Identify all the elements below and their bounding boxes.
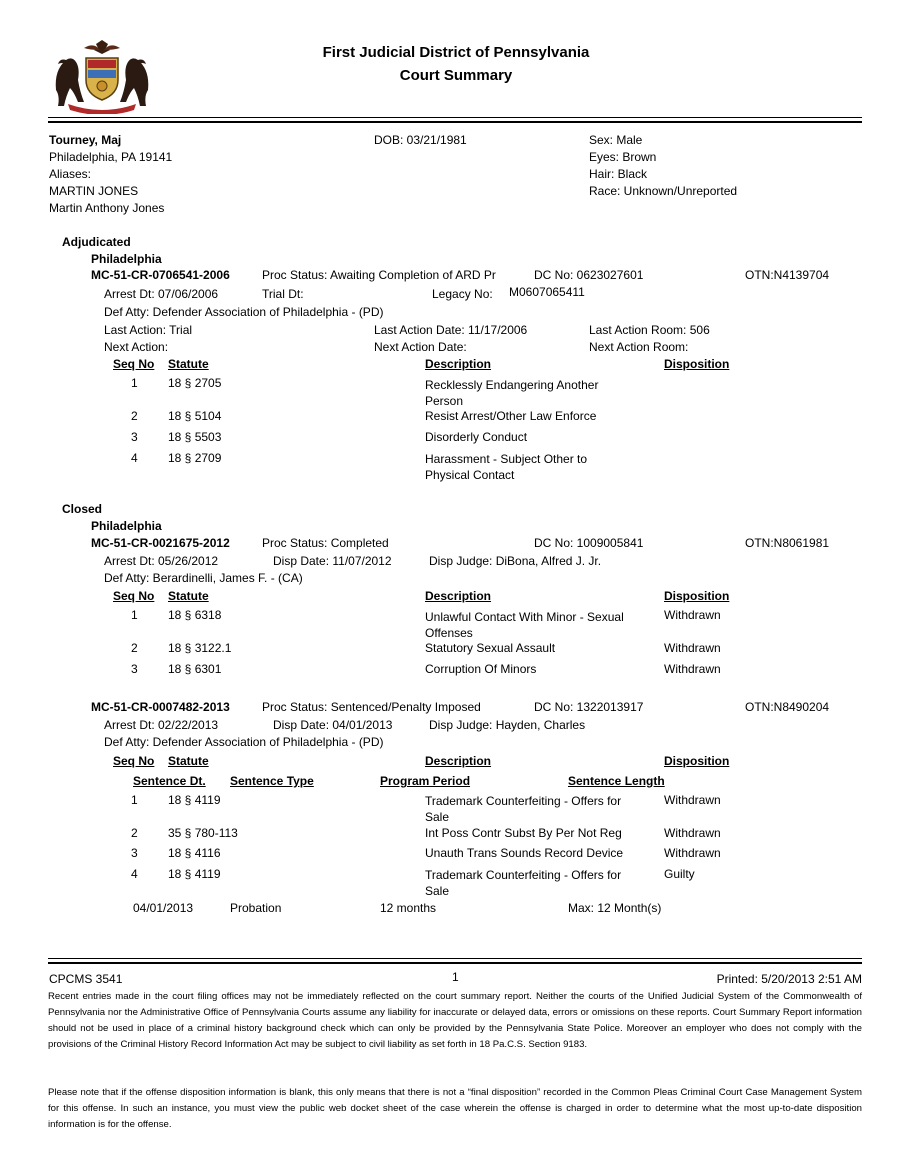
dc-number: DC No: 1322013917 xyxy=(534,700,644,714)
county-closed: Philadelphia xyxy=(91,519,162,533)
county-adjudicated: Philadelphia xyxy=(91,252,162,266)
charge-seq: 4 xyxy=(131,867,138,881)
case-docket-number: MC-51-CR-0007482-2013 xyxy=(91,700,230,714)
col-header-disposition: Disposition xyxy=(664,589,730,603)
charge-seq: 1 xyxy=(131,608,138,622)
case-docket-number: MC-51-CR-0706541-2006 xyxy=(91,268,230,282)
charge-statute: 18 § 2709 xyxy=(168,451,222,465)
charge-description-cont: Sale xyxy=(425,884,450,898)
last-action-room: Last Action Room: 506 xyxy=(589,323,710,337)
charge-statute: 18 § 6301 xyxy=(168,662,222,676)
defendant-name: Tourney, Maj xyxy=(49,133,122,147)
charge-disposition: Withdrawn xyxy=(664,608,721,622)
charge-description: Statutory Sexual Assault xyxy=(425,641,556,655)
next-action-date: Next Action Date: xyxy=(374,340,467,354)
charge-seq: 4 xyxy=(131,451,138,465)
charge-statute: 18 § 5104 xyxy=(168,409,222,423)
sentence-type: Probation xyxy=(230,901,282,915)
charge-disposition: Guilty xyxy=(664,867,695,881)
sentence-length: Max: 12 Month(s) xyxy=(568,901,662,915)
dc-number: DC No: 1009005841 xyxy=(534,536,644,550)
charge-description: Int Poss Contr Subst By Per Not Reg xyxy=(425,826,622,840)
col-header-seq: Seq No xyxy=(113,589,155,603)
charge-statute: 18 § 4119 xyxy=(168,793,221,807)
disclaimer-notice: Recent entries made in the court filing offices may not be immediately reflected on the court summary report. Neither the courts of the Unified Judicial System of the Commonwealth of Pennsylvania nor the Administrative Office of Pennsylvania Courts assume any liability for inaccurate or delayed data, errors or omissions on these reports. Court Summary Report information should not be used in place of a criminal history background check which can only be provided by the Pennsylvania State Police. Moreover an employer who does not comply with the provisions of the Criminal History Record Information Act may be subject to civil liability as set forth in 18 Pa.C.S. Section 9183. xyxy=(48,991,862,1050)
legacy-number: M0607065411 xyxy=(509,285,585,299)
charge-disposition: Withdrawn xyxy=(664,846,721,860)
sentence-date: 04/01/2013 xyxy=(133,901,194,915)
charge-seq: 3 xyxy=(131,662,138,676)
header-rule-bottom xyxy=(48,121,862,123)
col-header-statute: Statute xyxy=(168,754,209,768)
arrest-date: Arrest Dt: 07/06/2006 xyxy=(104,287,219,301)
defense-attorney: Def Atty: Defender Association of Philadelphia - (PD) xyxy=(104,735,384,749)
proc-status: Proc Status: Sentenced/Penalty Imposed xyxy=(262,700,481,714)
document-title: First Judicial District of Pennsylvania xyxy=(322,44,590,61)
charge-description: Trademark Counterfeiting - Offers for xyxy=(425,868,622,882)
alias-1: MARTIN JONES xyxy=(49,184,139,198)
charge-statute: 18 § 2705 xyxy=(168,376,222,390)
aliases-label: Aliases: xyxy=(49,167,92,181)
section-closed: Closed xyxy=(62,502,103,516)
charge-disposition: Withdrawn xyxy=(664,662,721,676)
charge-description: Recklessly Endangering Another xyxy=(425,378,599,392)
disposition-date: Disp Date: 04/01/2013 xyxy=(273,718,393,732)
col-header-seq: Seq No xyxy=(113,754,155,768)
charge-description: Trademark Counterfeiting - Offers for xyxy=(425,794,622,808)
charge-seq: 2 xyxy=(131,409,138,423)
charge-seq: 1 xyxy=(131,376,138,390)
arrest-date: Arrest Dt: 02/22/2013 xyxy=(104,718,219,732)
last-action-date: Last Action Date: 11/17/2006 xyxy=(374,323,528,337)
charge-description-cont: Offenses xyxy=(425,626,473,640)
program-period: 12 months xyxy=(380,901,437,915)
disposition-notice: Please note that if the offense disposition information is blank, this only means that there is not a “final disposition” recorded in the Common Pleas Criminal Court Case Management System for this offense. In such an instance, you must view the public web docket sheet of the case wherein the offense is charged in order to determine what the most up-to-date disposition information is for the offense. xyxy=(48,1087,862,1130)
last-action: Last Action: Trial xyxy=(104,323,193,337)
col-header-description: Description xyxy=(425,357,492,371)
charge-description: Unlawful Contact With Minor - Sexual xyxy=(425,610,624,624)
disposition-date: Disp Date: 11/07/2012 xyxy=(273,554,392,568)
charge-description: Harassment - Subject Other to xyxy=(425,452,588,466)
charge-description: Corruption Of Minors xyxy=(425,662,537,676)
charge-seq: 3 xyxy=(131,430,138,444)
charge-disposition: Withdrawn xyxy=(664,793,721,807)
defendant-dob: DOB: 03/21/1981 xyxy=(374,133,467,147)
next-action: Next Action: xyxy=(104,340,169,354)
section-adjudicated: Adjudicated xyxy=(62,235,131,249)
charge-statute: 18 § 4119 xyxy=(168,867,221,881)
charge-description: Disorderly Conduct xyxy=(425,430,528,444)
col-header-sentence-type: Sentence Type xyxy=(230,774,314,788)
charge-statute: 18 § 6318 xyxy=(168,608,222,622)
trial-date: Trial Dt: xyxy=(262,287,304,301)
alias-2: Martin Anthony Jones xyxy=(49,201,165,215)
defense-attorney: Def Atty: Berardinelli, James F. - (CA) xyxy=(104,571,303,585)
defense-attorney: Def Atty: Defender Association of Philadelphia - (PD) xyxy=(104,305,384,319)
col-header-disposition: Disposition xyxy=(664,357,730,371)
defendant-race: Race: Unknown/Unreported xyxy=(589,184,738,198)
col-header-statute: Statute xyxy=(168,357,209,371)
header-rule-top xyxy=(48,117,862,118)
col-header-description: Description xyxy=(425,589,492,603)
charge-statute: 35 § 780-113 xyxy=(168,826,238,840)
charge-description: Unauth Trans Sounds Record Device xyxy=(425,846,624,860)
legacy-label: Legacy No: xyxy=(432,287,493,301)
col-header-sentence-length: Sentence Length xyxy=(568,774,665,788)
dc-number: DC No: 0623027601 xyxy=(534,268,644,282)
case-docket-number: MC-51-CR-0021675-2012 xyxy=(91,536,230,550)
charge-description-cont: Physical Contact xyxy=(425,468,515,482)
printed-date: Printed: 5/20/2013 2:51 AM xyxy=(716,972,862,986)
charge-disposition: Withdrawn xyxy=(664,641,721,655)
form-id: CPCMS 3541 xyxy=(49,972,123,986)
charge-statute: 18 § 4116 xyxy=(168,846,221,860)
charge-seq: 3 xyxy=(131,846,138,860)
col-header-seq: Seq No xyxy=(113,357,155,371)
proc-status: Proc Status: Awaiting Completion of ARD Pr xyxy=(262,268,496,282)
otn-number: OTN:N8061981 xyxy=(745,536,830,550)
arrest-date: Arrest Dt: 05/26/2012 xyxy=(104,554,219,568)
page-number: 1 xyxy=(452,970,459,984)
footer-rule-top xyxy=(48,958,862,959)
document-subtitle: Court Summary xyxy=(399,67,513,84)
otn-number: OTN:N4139704 xyxy=(745,268,830,282)
charge-description-cont: Person xyxy=(425,394,464,408)
col-header-disposition: Disposition xyxy=(664,754,730,768)
charge-disposition: Withdrawn xyxy=(664,826,721,840)
charge-statute: 18 § 3122.1 xyxy=(168,641,232,655)
defendant-hair: Hair: Black xyxy=(589,167,648,181)
charge-seq: 1 xyxy=(131,793,138,807)
defendant-address: Philadelphia, PA 19141 xyxy=(49,150,173,164)
col-header-program-period: Program Period xyxy=(380,774,471,788)
footer-rule-bottom xyxy=(48,962,862,964)
next-action-room: Next Action Room: xyxy=(589,340,689,354)
defendant-eyes: Eyes: Brown xyxy=(589,150,657,164)
disposition-judge: Disp Judge: Hayden, Charles xyxy=(429,718,586,732)
defendant-sex: Sex: Male xyxy=(589,133,643,147)
disposition-judge: Disp Judge: DiBona, Alfred J. Jr. xyxy=(429,554,602,568)
col-header-sentence-date: Sentence Dt. xyxy=(133,774,206,788)
col-header-description: Description xyxy=(425,754,492,768)
charge-description: Resist Arrest/Other Law Enforce xyxy=(425,409,597,423)
charge-description-cont: Sale xyxy=(425,810,450,824)
charge-seq: 2 xyxy=(131,641,138,655)
charge-seq: 2 xyxy=(131,826,138,840)
otn-number: OTN:N8490204 xyxy=(745,700,830,714)
charge-statute: 18 § 5503 xyxy=(168,430,222,444)
proc-status: Proc Status: Completed xyxy=(262,536,389,550)
col-header-statute: Statute xyxy=(168,589,209,603)
